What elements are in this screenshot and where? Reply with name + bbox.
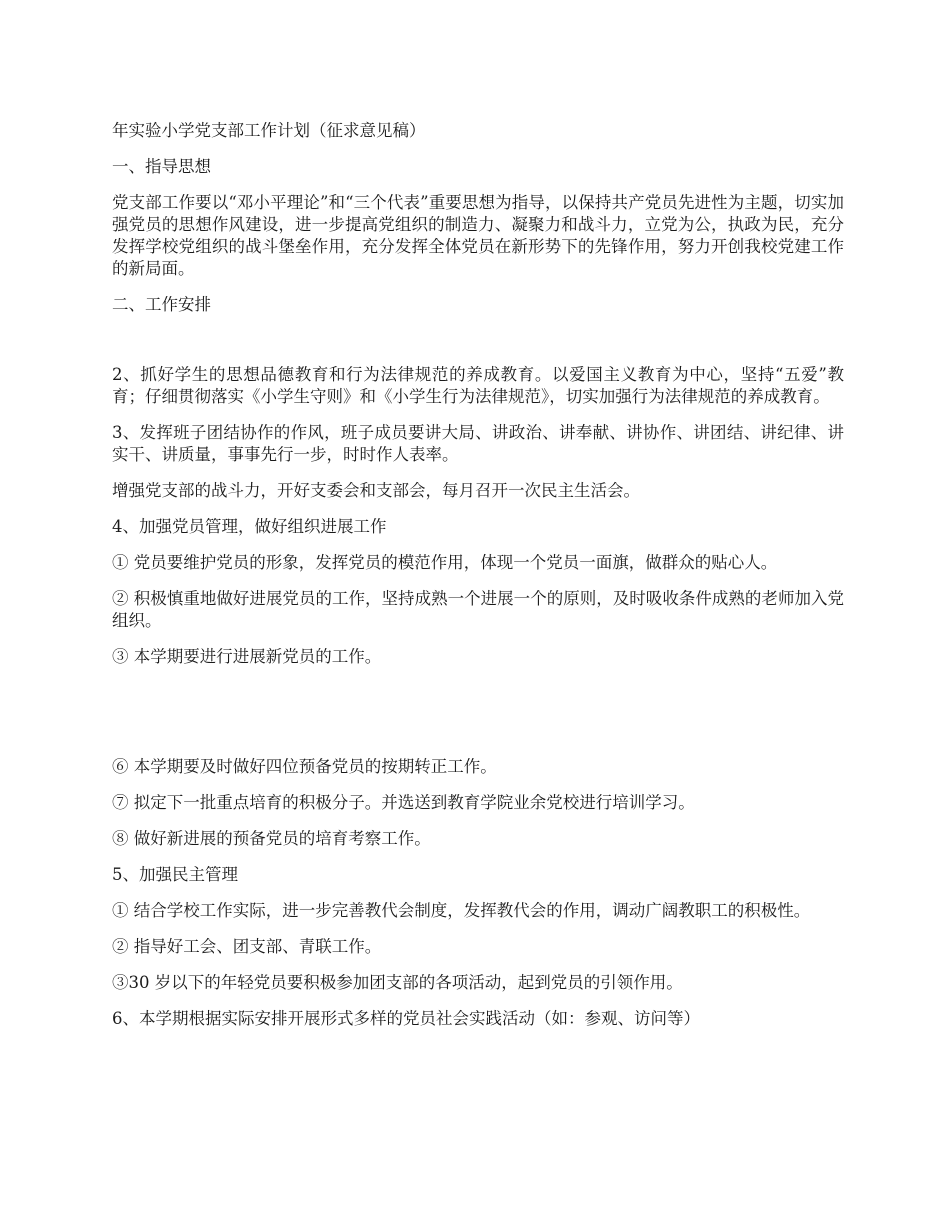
paragraph-item-4-6: ⑥ 本学期要及时做好四位预备党员的按期转正工作。 (112, 757, 497, 776)
paragraph-item-4-8: ⑧ 做好新进展的预备党员的培育考察工作。 (112, 829, 431, 848)
blank-gap (112, 330, 844, 364)
paragraph-item-5-2: ② 指导好工会、团支部、青联工作。 (112, 937, 382, 956)
paragraph-item-5-1: ① 结合学校工作实际，进一步完善教代会制度，发挥教代会的作用，调动广阔教职工的积极性。 (112, 901, 811, 920)
paragraph-item-3: 3、发挥班子团结协作的作风，班子成员要讲大局、讲政治、讲奉献、讲协作、讲团结、讲纪律、讲实干、讲质量，事事先行一步，时时作人表率。 (112, 423, 844, 464)
paragraph-item-2: 2、抓好学生的思想品德教育和行为法律规范的养成教育。以爱国主义教育为中心，坚持“五爱”教育；仔细贯彻落实《小学生守则》和《小学生行为法律规范》，切实加强行为法律规范的养成教育。 (112, 365, 844, 406)
section-heading-guiding-ideology: 一、指导思想 (112, 157, 211, 176)
section-heading-work-arrangement: 二、工作安排 (112, 295, 211, 314)
blank-gap (112, 682, 844, 756)
paragraph-guiding-ideology: 党支部工作要以“邓小平理论”和“三个代表”重要思想为指导，以保持共产党员先进性为主题，切实加强党员的思想作风建设，进一步提高党组织的制造力、凝聚力和战斗力，立党为公，执政为民，充分发挥学校党组织的战斗堡垒作用，充分发挥全体党员在新形势下的先锋作用，努力开创我校党建工作的新局面。 (112, 193, 844, 278)
paragraph-item-4-2: ② 积极慎重地做好进展党员的工作，坚持成熟一个进展一个的原则，及时吸收条件成熟的老师加入党组织。 (112, 589, 844, 630)
paragraph-item-4-3: ③ 本学期要进行进展新党员的工作。 (112, 647, 382, 666)
paragraph-item-5-3: ③30 岁以下的年轻党员要积极参加团支部的各项活动，起到党员的引领作用。 (112, 973, 683, 992)
paragraph-item-4: 4、加强党员管理，做好组织进展工作 (112, 517, 387, 536)
paragraph-item-3-extra: 增强党支部的战斗力，开好支委会和支部会，每月召开一次民主生活会。 (112, 481, 640, 500)
paragraph-item-6: 6、本学期根据实际安排开展形式多样的党员社会实践活动（如：参观、访问等） (112, 1009, 700, 1028)
paragraph-item-4-7: ⑦ 拟定下一批重点培育的积极分子。并选送到教育学院业余党校进行培训学习。 (112, 793, 695, 812)
document-page (112, 120, 844, 1044)
paragraph-item-5: 5、加强民主管理 (112, 865, 238, 884)
document-title: 年实验小学党支部工作计划（征求意见稿） (112, 121, 426, 140)
paragraph-item-4-1: ① 党员要维护党员的形象，发挥党员的模范作用，体现一个党员一面旗，做群众的贴心人。 (112, 553, 778, 572)
